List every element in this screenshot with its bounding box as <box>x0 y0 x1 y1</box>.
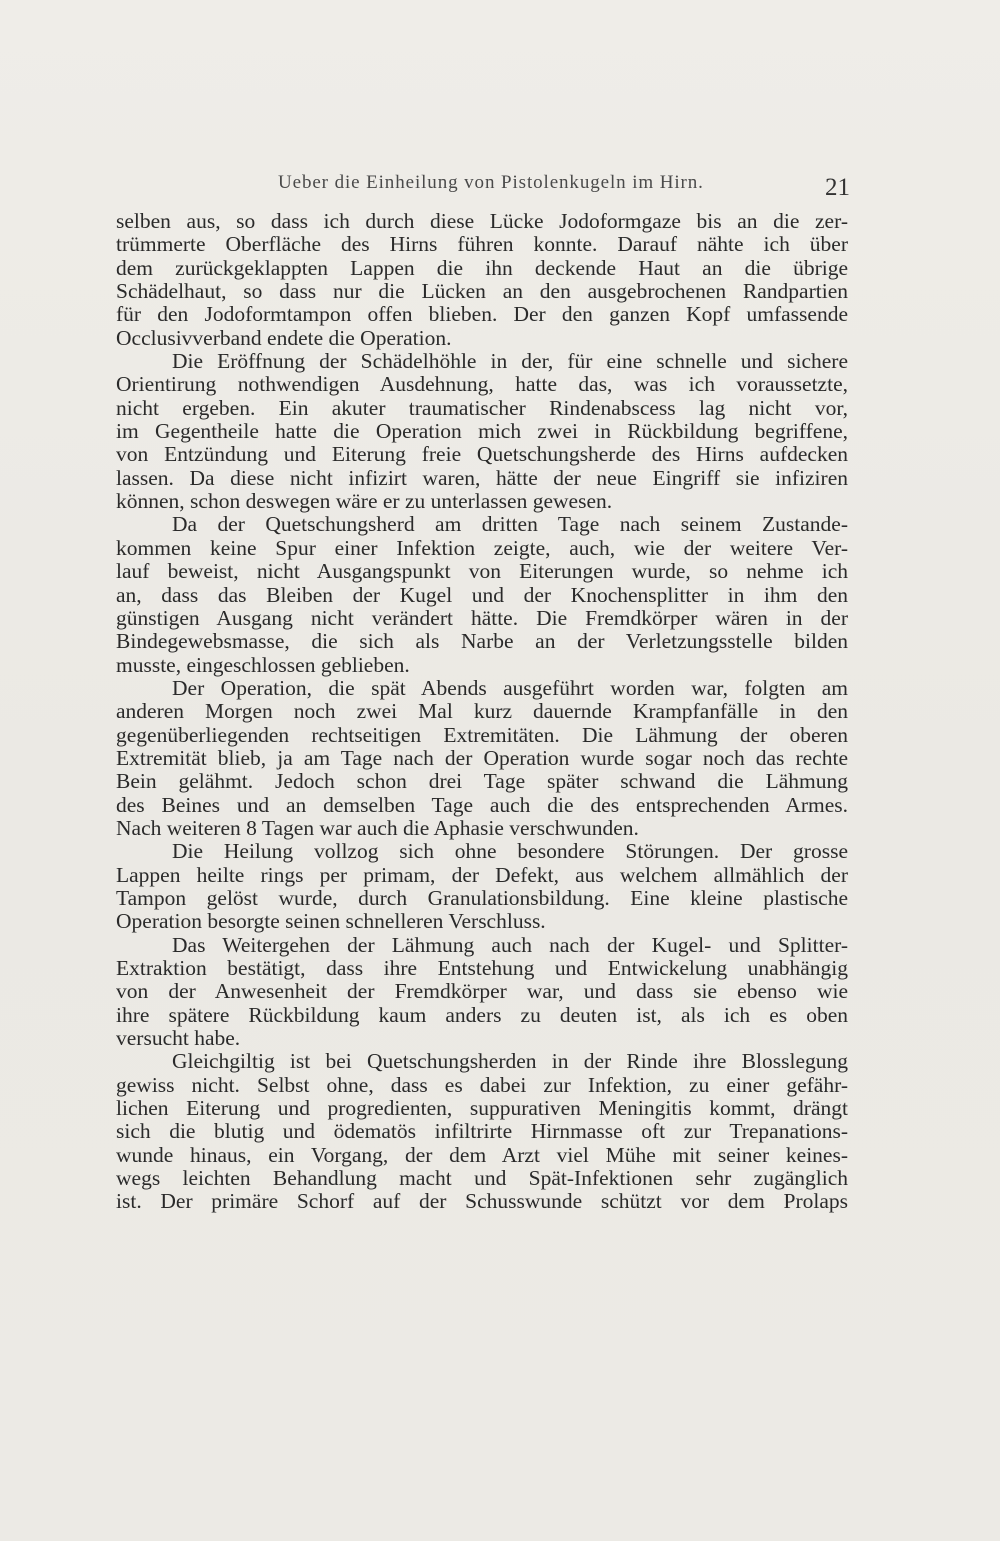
text-line: Operation besorgte seinen schnelleren Verschluss. <box>116 910 546 934</box>
text-line: gegenüberliegenden rechtseitigen Extremitäten. Die Lähmung der oberen <box>116 723 848 747</box>
text-line: Bein gelähmt. Jedoch schon drei Tage später schwand die Lähmung <box>116 770 848 794</box>
text-line: wunde hinaus, ein Vorgang, der dem Arzt viel Mühe mit seiner keines- <box>116 1143 848 1167</box>
text-line: ist. Der primäre Schorf auf der Schusswunde schützt vor dem Prolaps <box>116 1190 848 1214</box>
text-line: Bindegewebsmasse, die sich als Narbe an der Verletzungsstelle bilden <box>116 630 848 654</box>
text-line: lauf beweist, nicht Ausgangspunkt von Eiterungen wurde, so nehme ich <box>116 560 848 584</box>
body-text <box>116 210 848 1214</box>
text-line: Nach weiteren 8 Tagen war auch die Aphasie verschwunden. <box>116 816 639 840</box>
text-line: Extraktion bestätigt, dass ihre Entstehung und Entwickelung unabhängig <box>116 957 848 980</box>
text-line: können, schon deswegen wäre er zu unterlassen gewesen. <box>116 490 613 514</box>
text-line: nicht ergeben. Ein akuter traumatischer Rindenabscess lag nicht vor, <box>116 396 848 420</box>
running-title: Ueber die Einheilung von Pistolenkugeln im Hirn. <box>278 172 704 193</box>
text-line: wegs leichten Behandlung macht und Spät-Infektionen sehr zugänglich <box>116 1167 848 1191</box>
text-line: für den Jodoformtampon offen blieben. Der den ganzen Kopf umfassende <box>116 303 848 327</box>
text-line: Die Eröffnung der Schädelhöhle in der, für eine schnelle und sichere <box>172 350 848 374</box>
text-line: kommen keine Spur einer Infektion zeigte, auch, wie der weitere Ver- <box>116 536 848 560</box>
text-line: trümmerte Oberfläche des Hirns führen konnte. Darauf nähte ich über <box>116 233 848 257</box>
text-line: ihre spätere Rückbildung kaum anders zu deuten ist, als ich es oben <box>116 1003 848 1027</box>
text-line: von Entzündung und Eiterung freie Quetschungsherde des Hirns aufdecken <box>116 443 848 467</box>
text-line: Gleichgiltig ist bei Quetschungsherden in der Rinde ihre Blosslegung <box>172 1050 848 1074</box>
text-line: Orientirung nothwendigen Ausdehnung, hatte das, was ich voraussetzte, <box>116 373 848 397</box>
text-line: lassen. Da diese nicht infizirt waren, hätte der neue Eingriff sie infiziren <box>116 466 848 490</box>
text-line: von der Anwesenheit der Fremdkörper war, und dass sie ebenso wie <box>116 980 848 1004</box>
text-line: sich die blutig und ödematös infiltrirte Hirnmasse oft zur Trepanations- <box>116 1120 848 1144</box>
text-line: Extremität blieb, ja am Tage nach der Operation wurde sogar noch das rechte <box>116 746 848 770</box>
text-line: an, dass das Bleiben der Kugel und der Knochensplitter in ihm den <box>116 583 848 607</box>
text-line: versucht habe. <box>116 1027 241 1051</box>
page-number: 21 <box>825 174 850 201</box>
text-line: Lappen heilte rings per primam, der Defekt, aus welchem allmählich der <box>116 863 848 887</box>
text-line: gewiss nicht. Selbst ohne, dass es dabei zur Infektion, zu einer gefähr- <box>116 1073 848 1097</box>
text-line: lichen Eiterung und progredienten, suppurativen Meningitis kommt, drängt <box>116 1097 848 1121</box>
text-line: anderen Morgen noch zwei Mal kurz dauernde Krampfanfälle in den <box>116 700 848 724</box>
text-line: im Gegentheile hatte die Operation mich zwei in Rückbildung begriffene, <box>116 420 848 444</box>
text-line: musste, eingeschlossen geblieben. <box>116 653 410 677</box>
text-line: Occlusivverband endete die Operation. <box>116 326 452 350</box>
text-line: selben aus, so dass ich durch diese Lücke Jodoformgaze bis an die zer- <box>116 210 848 233</box>
text-line: Die Heilung vollzog sich ohne besondere Störungen. Der grosse <box>172 840 848 864</box>
text-line: des Beines und an demselben Tage auch die des entsprechenden Armes. <box>116 793 848 817</box>
text-line: günstigen Ausgang nicht verändert hätte. Die Fremdkörper wären in der <box>116 606 848 630</box>
text-line: Schädelhaut, so dass nur die Lücken an den ausgebrochenen Randpartien <box>116 280 848 304</box>
text-line: Der Operation, die spät Abends ausgeführt worden war, folgten am <box>172 676 848 700</box>
text-line: Das Weitergehen der Lähmung auch nach der Kugel- und Splitter- <box>172 933 848 957</box>
text-line: Tampon gelöst wurde, durch Granulationsbildung. Eine kleine plastische <box>116 886 848 910</box>
text-line: Da der Quetschungsherd am dritten Tage nach seinem Zustande- <box>172 513 848 537</box>
text-line: dem zurückgeklappten Lappen die ihn deckende Haut an die übrige <box>116 256 848 280</box>
running-head <box>118 172 850 202</box>
